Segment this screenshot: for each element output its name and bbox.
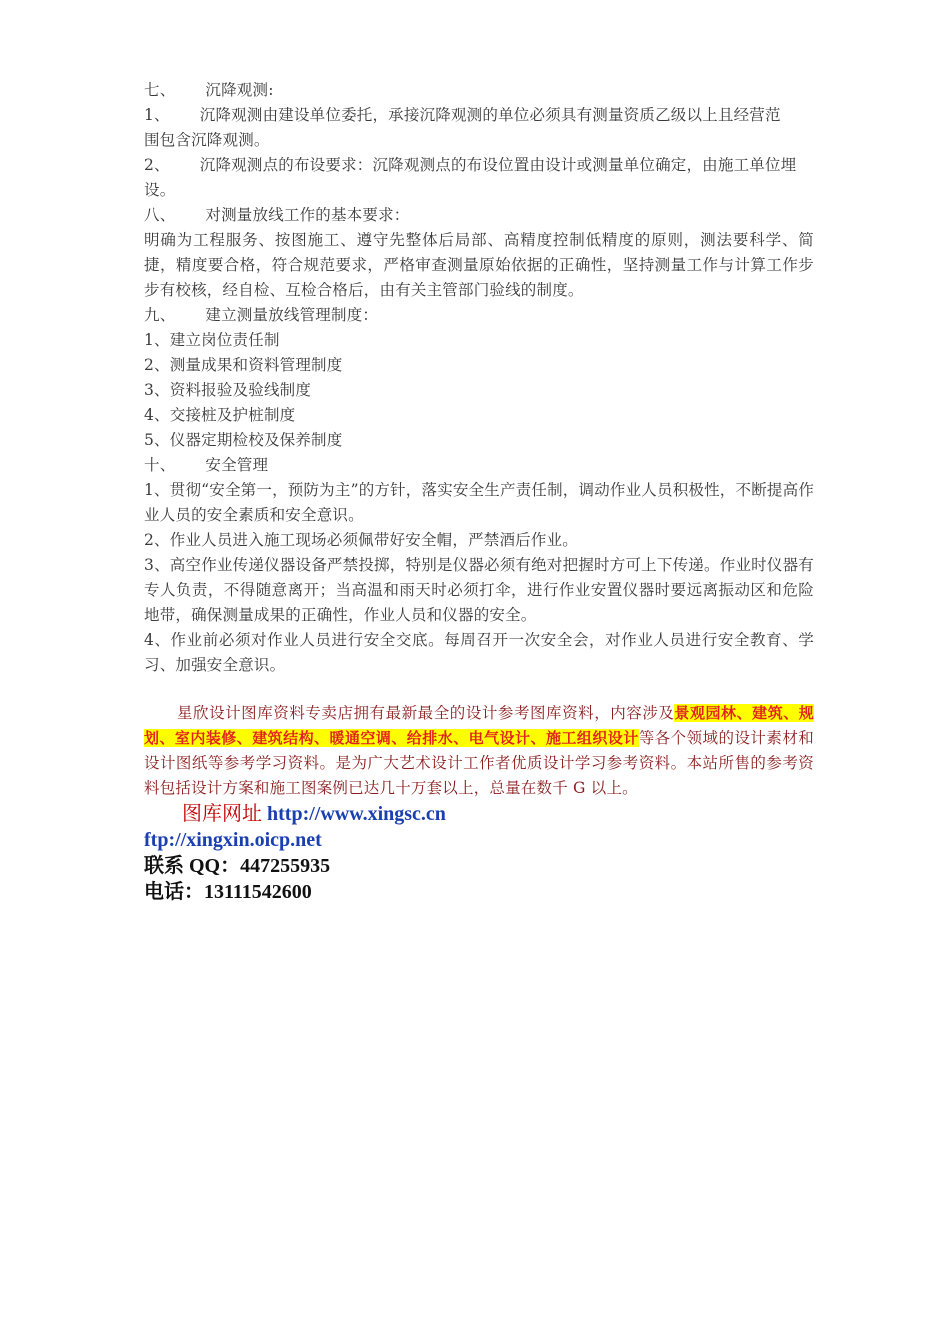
section-heading-10: 十、 安全管理 <box>144 456 269 474</box>
list-item: 1、建立岗位责任制 <box>144 331 280 349</box>
paragraph: 4、作业前必须对作业人员进行安全交底。每周召开一次安全会，对作业人员进行安全教育、学习、加强安全意识。 <box>144 631 814 674</box>
promo-paragraph <box>144 701 814 801</box>
site-label: 图库网址 <box>182 803 262 825</box>
list-item-continuation: 设。 <box>144 181 176 199</box>
list-item: 4、交接桩及护桩制度 <box>144 406 296 424</box>
phone-contact: 电话：13111542600 <box>144 881 312 903</box>
paragraph: 3、高空作业传递仪器设备严禁投掷，特别是仪器必须有绝对把握时方可上下传递。作业时仪器有专人负责，不得随意离开；当高温和雨天时必须打伞，进行作业安置仪器时要远离振动区和危险地带，确保测量成果的正确性，作业人员和仪器的安全。 <box>144 556 814 624</box>
list-item-continuation: 围包含沉降观测。 <box>144 131 270 149</box>
paragraph: 2、作业人员进入施工现场必须佩带好安全帽，严禁酒后作业。 <box>144 531 578 549</box>
list-item: 1、 沉降观测由建设单位委托，承接沉降观测的单位必须具有测量资质乙级以上且经营范 <box>144 106 781 124</box>
list-item: 2、 沉降观测点的布设要求：沉降观测点的布设位置由设计或测量单位确定，由施工单位埋 <box>144 156 797 174</box>
site-line <box>144 801 814 827</box>
section-heading-9: 九、 建立测量放线管理制度： <box>144 306 379 324</box>
promo-text: 等各个领域的设计素材和设计图纸等参考学习资料。是为广大艺术设计工作者优质设计学习参考资料。本站所售的参考资料包括设计方案和施工图案例已达几十万套以上，总量在数千 G 以上。 <box>144 729 814 797</box>
list-item: 5、仪器定期检校及保养制度 <box>144 431 343 449</box>
ftp-link[interactable]: ftp://xingxin.oicp.net <box>144 829 322 851</box>
promo-highlight: 景观园林、建筑、规划、室内装修、建筑结构、暖通空调、给排水、电气设计、施工组织设计 <box>144 704 814 747</box>
section-heading-8: 八、 对测量放线工作的基本要求： <box>144 206 410 224</box>
section-heading-7: 七、 沉降观测: <box>144 81 274 99</box>
list-item: 3、资料报验及验线制度 <box>144 381 312 399</box>
paragraph: 1、贯彻“安全第一，预防为主”的方针，落实安全生产责任制，调动作业人员积极性，不断提高作业人员的安全素质和安全意识。 <box>144 481 815 524</box>
promo-text: 星欣设计图库资料专卖店拥有最新最全的设计参考图库资料，内容涉及 <box>177 704 675 722</box>
list-item: 2、测量成果和资料管理制度 <box>144 356 343 374</box>
qq-contact: 联系 QQ：447255935 <box>144 855 331 877</box>
paragraph: 明确为工程服务、按图施工、遵守先整体后局部、高精度控制低精度的原则，测法要科学、简捷，精度要合格，符合规范要求，严格审查测量原始依据的正确性，坚持测量工作与计算工作步步有校核，经自检、互检合格后，由有关主管部门验线的制度。 <box>144 231 814 299</box>
document-page <box>144 78 814 905</box>
site-url-link[interactable]: http://www.xingsc.cn <box>267 803 446 825</box>
